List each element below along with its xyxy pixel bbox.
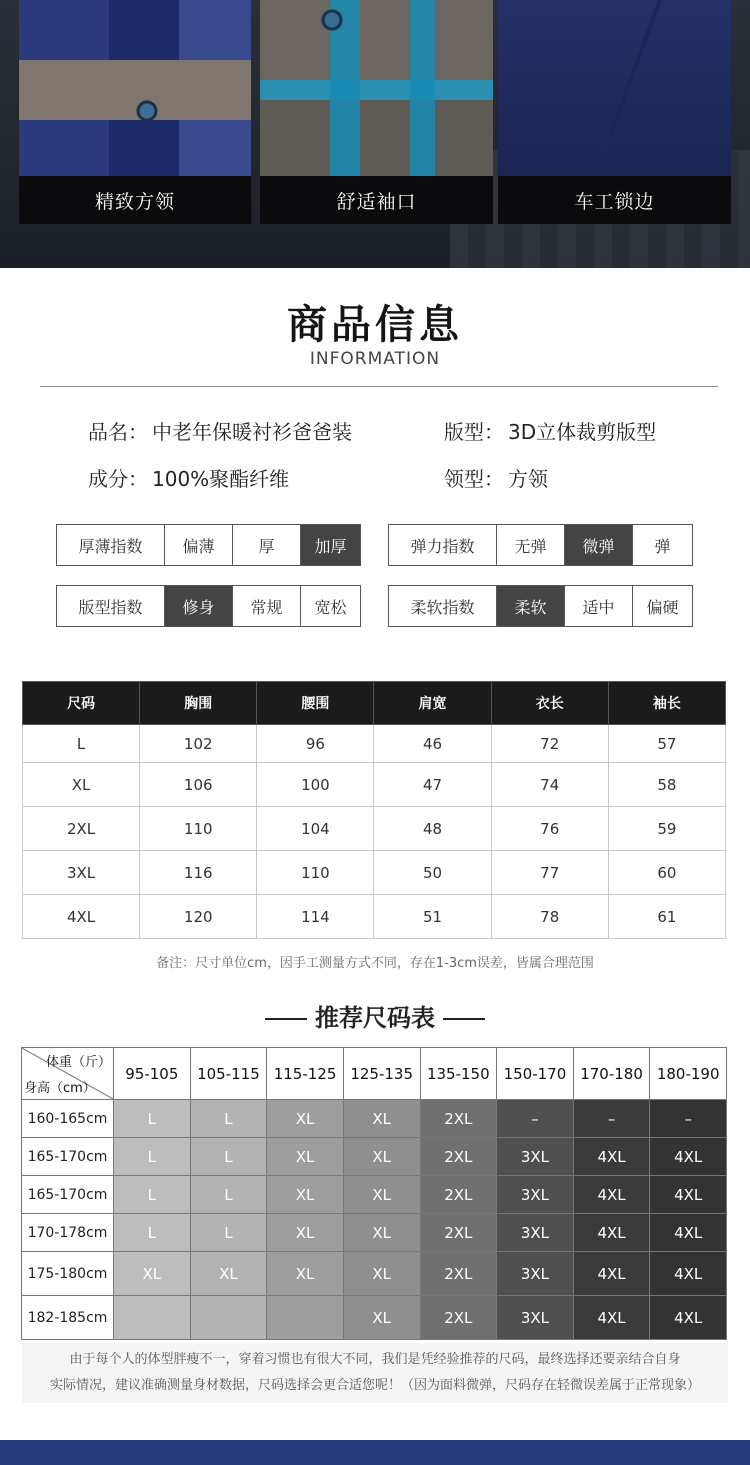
size-chart-row — [23, 725, 726, 763]
weight-range-header: 180-190 — [650, 1048, 727, 1100]
size-chart-row — [23, 895, 726, 939]
attr-key: 成分： — [88, 467, 148, 491]
weight-range-header: 150-170 — [497, 1048, 574, 1100]
attr-key: 品名： — [88, 420, 148, 444]
recommend-note — [22, 1343, 728, 1403]
size-cell: 4XL — [23, 895, 140, 939]
recommended-size-cell: – — [650, 1100, 727, 1138]
attr-collar — [444, 463, 548, 492]
index-label: 弹力指数 — [410, 536, 475, 556]
attr-value: 100%聚酯纤维 — [152, 467, 290, 491]
recommended-size-cell: – — [497, 1100, 574, 1138]
recommended-size-cell: XL — [190, 1252, 267, 1296]
recommended-size-cell: 2XL — [420, 1176, 497, 1214]
attr-material — [88, 463, 289, 492]
recommended-size-cell: 4XL — [650, 1214, 727, 1252]
recommended-size-cell: L — [190, 1176, 267, 1214]
recommended-size-cell: 2XL — [420, 1100, 497, 1138]
recommended-size-cell: XL — [267, 1176, 344, 1214]
index-label: 厚薄指数 — [78, 536, 143, 556]
recommended-size-cell: L — [114, 1176, 191, 1214]
recommended-size-cell: XL — [343, 1138, 420, 1176]
recommend-row — [22, 1214, 727, 1252]
recommended-size-cell: 3XL — [497, 1296, 574, 1340]
weight-range-header: 135-150 — [420, 1048, 497, 1100]
measurement-cell: 51 — [374, 895, 491, 939]
cuff-detail-caption: 舒适袖口 — [260, 176, 493, 224]
measurement-cell: 50 — [374, 851, 491, 895]
measurement-cell: 110 — [257, 851, 374, 895]
measurement-cell: 47 — [374, 763, 491, 807]
weight-range-header: 105-115 — [190, 1048, 267, 1100]
size-chart-note: 备注：尺寸单位cm，因手工测量方式不同，存在1-3cm误差，皆属合理范围 — [156, 956, 594, 971]
header-chest: 胸围 — [140, 682, 257, 725]
thickness-index — [56, 524, 361, 566]
stitching-detail-caption: 车工锁边 — [498, 176, 731, 224]
index-option: 无弹 — [496, 525, 564, 565]
height-range-cell: 165-170cm — [22, 1138, 114, 1176]
recommended-size-cell: 2XL — [420, 1296, 497, 1340]
measurement-cell: 104 — [257, 807, 374, 851]
recommended-size-cell: XL — [343, 1296, 420, 1340]
measurement-cell: 74 — [491, 763, 608, 807]
detail-photo-banner — [0, 0, 750, 268]
measurement-cell: 78 — [491, 895, 608, 939]
index-option: 加厚 — [300, 525, 360, 565]
recommended-size-cell: L — [190, 1100, 267, 1138]
recommended-size-cell: L — [190, 1214, 267, 1252]
recommended-size-cell: XL — [267, 1214, 344, 1252]
header-sleeve: 袖长 — [608, 682, 725, 725]
size-cell: 2XL — [23, 807, 140, 851]
stitching-detail-photo — [498, 0, 731, 176]
size-cell: XL — [23, 763, 140, 807]
weight-range-header: 115-125 — [267, 1048, 344, 1100]
index-option: 偏薄 — [164, 525, 232, 565]
recommend-header-row — [22, 1048, 727, 1100]
recommended-size-cell: XL — [267, 1100, 344, 1138]
measurement-cell: 100 — [257, 763, 374, 807]
info-section-title: 商品信息 — [287, 302, 463, 348]
recommended-size-cell: 4XL — [650, 1176, 727, 1214]
measurement-cell: 102 — [140, 725, 257, 763]
recommended-size-cell: XL — [343, 1252, 420, 1296]
recommended-size-cell: 3XL — [497, 1176, 574, 1214]
header-length: 衣长 — [491, 682, 608, 725]
attr-value: 方领 — [508, 467, 548, 491]
recommended-size-cell: 3XL — [497, 1252, 574, 1296]
index-label: 柔软指数 — [410, 597, 475, 617]
section-divider — [40, 386, 718, 387]
index-option: 修身 — [164, 586, 232, 626]
recommended-size-cell: 4XL — [650, 1296, 727, 1340]
size-cell: L — [23, 725, 140, 763]
measurement-cell: 72 — [491, 725, 608, 763]
recommend-title-text: 推荐尺码表 — [315, 1004, 435, 1032]
recommend-note-line2: 实际情况，建议准确测量身材数据，尺码选择会更合适您呢！（因为面料微弹，尺码存在轻微误差属于正常现象） — [49, 1378, 700, 1393]
recommended-size-cell: 3XL — [497, 1214, 574, 1252]
recommended-size-cell: XL — [267, 1252, 344, 1296]
recommend-row — [22, 1296, 727, 1340]
fit-index — [56, 585, 361, 627]
recommend-row — [22, 1138, 727, 1176]
recommended-size-cell: – — [573, 1100, 650, 1138]
recommended-size-cell — [114, 1296, 191, 1340]
index-option: 弹 — [632, 525, 692, 565]
corner-cell — [22, 1048, 114, 1100]
recommended-size-cell: 4XL — [573, 1296, 650, 1340]
collar-detail-panel — [19, 0, 251, 224]
measurement-cell: 96 — [257, 725, 374, 763]
size-chart-header-row — [23, 682, 726, 725]
title-dash-right — [443, 1018, 485, 1020]
attr-key: 版型： — [444, 420, 504, 444]
weight-label: 体重（斤） — [45, 1055, 111, 1070]
height-range-cell: 165-170cm — [22, 1176, 114, 1214]
index-option: 宽松 — [300, 586, 360, 626]
height-range-cell: 160-165cm — [22, 1100, 114, 1138]
softness-index — [388, 585, 693, 627]
cuff-detail-photo — [260, 0, 493, 176]
size-chart-row — [23, 851, 726, 895]
recommended-size-cell: 3XL — [497, 1138, 574, 1176]
height-range-cell: 175-180cm — [22, 1252, 114, 1296]
measurement-cell: 116 — [140, 851, 257, 895]
index-label: 版型指数 — [78, 597, 143, 617]
info-section-subtitle: INFORMATION — [309, 349, 441, 369]
measurement-cell: 61 — [608, 895, 725, 939]
measurement-cell: 110 — [140, 807, 257, 851]
measurement-cell: 120 — [140, 895, 257, 939]
attr-product-name — [88, 416, 352, 445]
size-chart-row — [23, 807, 726, 851]
recommended-size-cell: XL — [343, 1100, 420, 1138]
recommended-size-cell: 4XL — [573, 1138, 650, 1176]
index-option: 偏硬 — [632, 586, 692, 626]
collar-detail-caption: 精致方领 — [19, 176, 251, 224]
index-option: 适中 — [564, 586, 632, 626]
recommended-size-cell: 4XL — [650, 1138, 727, 1176]
measurement-cell: 59 — [608, 807, 725, 851]
recommend-title — [0, 998, 750, 1033]
recommended-size-cell: L — [114, 1100, 191, 1138]
attr-value: 中老年保暖衬衫爸爸装 — [152, 420, 352, 444]
recommended-size-cell: XL — [343, 1176, 420, 1214]
recommended-size-cell: XL — [267, 1138, 344, 1176]
title-dash-left — [265, 1018, 307, 1020]
height-range-cell: 170-178cm — [22, 1214, 114, 1252]
height-range-cell: 182-185cm — [22, 1296, 114, 1340]
recommended-size-cell: L — [114, 1138, 191, 1176]
measurement-cell: 46 — [374, 725, 491, 763]
stitching-detail-panel — [498, 0, 731, 224]
recommended-size-cell: 2XL — [420, 1252, 497, 1296]
recommend-note-line1: 由于每个人的体型胖瘦不一，穿着习惯也有很大不同，我们是凭经验推荐的尺码，最终选择还要亲结合自身 — [69, 1352, 681, 1367]
index-option: 常规 — [232, 586, 300, 626]
index-option: 厚 — [232, 525, 300, 565]
next-section-bar — [0, 1440, 750, 1465]
recommended-size-cell: L — [190, 1138, 267, 1176]
weight-range-header: 125-135 — [343, 1048, 420, 1100]
header-waist: 腰围 — [257, 682, 374, 725]
attr-key: 领型： — [444, 467, 504, 491]
recommended-size-cell: XL — [343, 1214, 420, 1252]
recommend-row — [22, 1252, 727, 1296]
size-chart-table — [22, 681, 726, 939]
recommend-row — [22, 1100, 727, 1138]
weight-range-header: 95-105 — [114, 1048, 191, 1100]
recommend-row — [22, 1176, 727, 1214]
index-option: 微弹 — [564, 525, 632, 565]
size-cell: 3XL — [23, 851, 140, 895]
recommended-size-cell: 4XL — [650, 1252, 727, 1296]
recommended-size-cell: 4XL — [573, 1176, 650, 1214]
recommended-size-cell: 2XL — [420, 1214, 497, 1252]
height-label: 身高（cm） — [24, 1081, 96, 1096]
recommended-size-cell: XL — [114, 1252, 191, 1296]
measurement-cell: 114 — [257, 895, 374, 939]
measurement-cell: 58 — [608, 763, 725, 807]
attr-fit — [444, 416, 656, 445]
elasticity-index — [388, 524, 693, 566]
recommended-size-cell — [267, 1296, 344, 1340]
recommended-size-cell: L — [114, 1214, 191, 1252]
index-option: 柔软 — [496, 586, 564, 626]
header-size: 尺码 — [23, 682, 140, 725]
measurement-cell: 77 — [491, 851, 608, 895]
recommend-size-table — [21, 1047, 727, 1340]
size-chart-row — [23, 763, 726, 807]
attr-value: 3D立体裁剪版型 — [508, 420, 657, 444]
recommended-size-cell: 2XL — [420, 1138, 497, 1176]
recommended-size-cell — [190, 1296, 267, 1340]
recommended-size-cell: 4XL — [573, 1252, 650, 1296]
collar-detail-photo — [19, 0, 251, 176]
weight-range-header: 170-180 — [573, 1048, 650, 1100]
measurement-cell: 57 — [608, 725, 725, 763]
measurement-cell: 106 — [140, 763, 257, 807]
measurement-cell: 60 — [608, 851, 725, 895]
cuff-detail-panel — [260, 0, 493, 224]
measurement-cell: 76 — [491, 807, 608, 851]
recommended-size-cell: 4XL — [573, 1214, 650, 1252]
measurement-cell: 48 — [374, 807, 491, 851]
header-shoulder: 肩宽 — [374, 682, 491, 725]
